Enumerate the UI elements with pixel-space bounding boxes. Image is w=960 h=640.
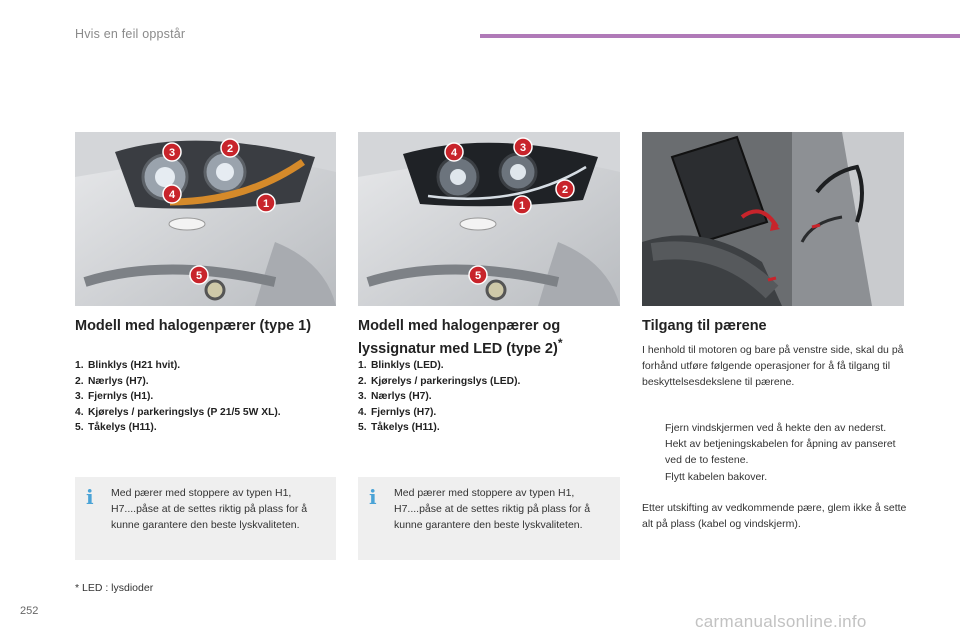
info-note-text: Med pærer med stoppere av typen H1, H7....påse at de settes riktig på plass for å kunne garantere den beste lyskvaliteten. xyxy=(394,487,591,531)
type2-title xyxy=(358,318,623,358)
headlamp-photo-type1 xyxy=(75,132,336,306)
info-note-text: Med pærer med stoppere av typen H1, H7....påse at de settes riktig på plass for å kunne garantere den beste lyskvaliteten. xyxy=(111,487,308,531)
list-item: 4. Kjørelys / parkeringslys (P 21/5 5W XL). xyxy=(75,406,281,418)
access-intro: I henhold til motoren og bare på venstre side, skal du på forhånd utføre følgende operasjoner for å få tilgang til beskyttelsesdekslene til pærene. xyxy=(642,344,904,389)
list-item: 1. Blinklys (LED). xyxy=(358,360,444,371)
info-note-type2 xyxy=(358,477,620,560)
callout-label: 3 xyxy=(168,147,176,159)
list-item: Flytt kabelen bakover. xyxy=(665,470,768,483)
list-item: Fjern vindskjermen ved å hekte den av nederst. xyxy=(665,422,887,434)
list-item: 4. Fjernlys (H7). xyxy=(358,406,437,418)
access-steps xyxy=(642,420,910,485)
info-note-type1 xyxy=(75,477,336,560)
type2-title-line1: Modell med halogenpærer og xyxy=(358,318,561,334)
list-item: 3. Nærlys (H7). xyxy=(358,391,432,402)
access-title: Tilgang til pærene xyxy=(642,318,767,334)
info-icon: i xyxy=(369,485,377,509)
list-item: 2. Kjørelys / parkeringslys (LED). xyxy=(358,375,521,387)
list-item: 2. Nærlys (H7). xyxy=(75,375,149,387)
callout-label: 1 xyxy=(262,198,270,210)
callout-label: 2 xyxy=(226,143,234,155)
footnote-marker: * xyxy=(557,336,563,350)
list-item: Hekt av betjeningskabelen for åpning av panseret ved de to festene. xyxy=(665,438,896,467)
list-item: 1. Blinklys (H21 hvit). xyxy=(75,360,181,371)
type2-bulb-list xyxy=(358,358,520,436)
list-item: 5. Tåkelys (H11). xyxy=(75,422,157,433)
list-item: 3. Fjernlys (H1). xyxy=(75,391,154,402)
access-after: Etter utskifting av vedkommende pære, glem ikke å sette alt på plass (kabel og vindskjerm). xyxy=(642,502,907,531)
type1-title: Modell med halogenpærer (type 1) xyxy=(75,318,312,334)
watermark: carmanualsonline.info xyxy=(695,612,867,631)
callout-label: 2 xyxy=(561,184,569,196)
callout-label: 3 xyxy=(519,142,527,154)
type2-title-line2: lyssignatur med LED (type 2) xyxy=(358,340,558,357)
callout-label: 5 xyxy=(195,270,203,282)
section-title: Hvis en feil oppstår xyxy=(75,27,186,41)
page-number: 252 xyxy=(20,605,39,617)
callout-label: 1 xyxy=(518,200,526,212)
header-accent-bar xyxy=(480,34,960,38)
callout-label: 4 xyxy=(168,189,176,201)
callout-label: 4 xyxy=(450,147,458,159)
footnote: * LED : lysdioder xyxy=(75,582,154,594)
info-icon: i xyxy=(86,485,94,509)
list-item: 5. Tåkelys (H11). xyxy=(358,422,440,433)
headlamp-photo-type2 xyxy=(358,132,620,306)
type1-bulb-list xyxy=(75,358,281,436)
callout-label: 5 xyxy=(474,270,482,282)
engine-bay-photo xyxy=(642,132,904,306)
